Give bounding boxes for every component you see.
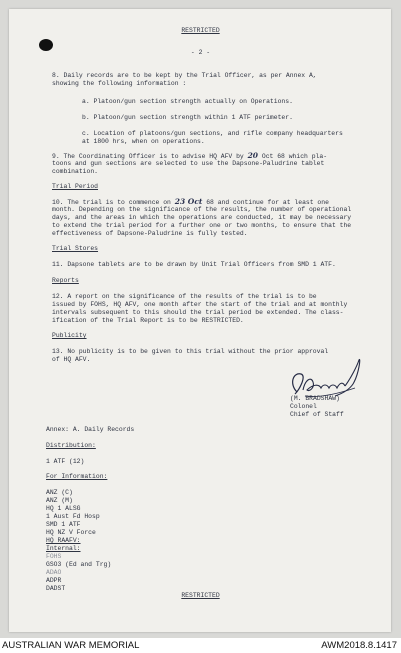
- internal-item: DADST: [46, 585, 66, 592]
- internal-item: ADAO: [46, 569, 62, 576]
- para8-item-a: a. Platoon/gun section strength actually on Operations.: [82, 98, 293, 105]
- internal-item: FOHS: [46, 553, 62, 560]
- reports-heading: Reports: [52, 277, 79, 284]
- para8-item-b: b. Platoon/gun section strength within 1 ATF perimeter.: [82, 114, 293, 121]
- archive-institution: AUSTRALIAN WAR MEMORIAL: [2, 640, 140, 651]
- footer-classification: RESTRICTED: [181, 592, 220, 599]
- para12-line-4: ification of the Trial Report is to be RESTRICTED.: [52, 317, 244, 324]
- trial-stores-heading: Trial Stores: [52, 245, 99, 252]
- para10-line-5: effectiveness of Dapsone-Paludrine is fully tested.: [52, 230, 248, 237]
- info-item: 1 Aust Fd Hosp: [46, 513, 100, 520]
- handwritten-date-day: 20: [247, 151, 259, 160]
- para9-line-2: toons and gun sections are selected to use the Dapsone-Paludrine tablet: [52, 160, 325, 167]
- para10-line-3: days, and the areas in which the operations are conducted, it may be necessary: [52, 214, 352, 221]
- internal-item: ADPR: [46, 577, 62, 584]
- signatory-name: (M. BRADSHAW): [290, 395, 340, 402]
- trial-period-heading: Trial Period: [52, 183, 99, 190]
- page-number: - 2 -: [190, 49, 211, 56]
- internal-heading: Internal:: [46, 545, 81, 552]
- para13-line-1: 13. No publicity is to be given to this trial without the prior approval: [52, 348, 329, 355]
- annex-line: Annex: A. Daily Records: [46, 426, 135, 433]
- info-item: ANZ (C): [46, 489, 73, 496]
- info-item: HQ NZ V Force: [46, 529, 96, 536]
- para13-line-2: of HQ AFV.: [52, 356, 91, 363]
- signatory-title: Chief of Staff: [290, 411, 344, 418]
- internal-item: GSO3 (Ed and Trg): [46, 561, 112, 568]
- info-item: SMD 1 ATF: [46, 521, 81, 528]
- archive-footer: [0, 638, 401, 653]
- para10-line-4: to extend the trial period for a further one or two months, to ensure that the: [52, 222, 352, 229]
- for-information-heading: For Information:: [46, 473, 108, 480]
- para10-line-1: 10. The trial is to commence on 23 Oct 68 and continue for at least one: [52, 197, 329, 206]
- info-item: ANZ (M): [46, 497, 73, 504]
- para8-line-2: showing the following information :: [52, 80, 187, 87]
- para8-item-c-line-1: c. Location of platoons/gun sections, and rifle company headquarters: [82, 130, 343, 137]
- distribution-heading: Distribution:: [46, 442, 96, 449]
- archive-reference: AWM2018.8.1417: [321, 640, 397, 651]
- para12-line-3: intervals subsequent to this should the trial period be extended. The class-: [52, 309, 344, 316]
- para9-line-3: combination.: [52, 168, 99, 175]
- publicity-heading: Publicity: [52, 332, 87, 339]
- para12-line-2: issued by FOHS, HQ AFV, one month after the start of the trial and at monthly: [52, 301, 348, 308]
- para12-line-1: 12. A report on the significance of the results of the trial is to be: [52, 293, 317, 300]
- header-classification: RESTRICTED: [181, 27, 220, 34]
- signatory-rank: Colonel: [290, 403, 317, 410]
- info-item: HQ 1 ALSG: [46, 505, 81, 512]
- para11-line-1: 11. Dapsone tablets are to be drawn by Unit Trial Officers from SMD 1 ATF.: [52, 261, 336, 268]
- para9-line-1: 9. The Coordinating Officer is to advise HQ AFV by 20 Oct 68 which pla-: [52, 151, 328, 160]
- distribution-line: 1 ATF (12): [46, 458, 85, 465]
- para10-line-2: month. Depending on the significance of the results, the number of operational: [52, 206, 352, 213]
- para8-item-c-line-2: at 1800 hrs, when on operations.: [82, 138, 205, 145]
- hq-raafv-line: HQ RAAFV:: [46, 537, 81, 544]
- handwritten-start-date: 23 Oct: [174, 197, 203, 206]
- para8-line-1: 8. Daily records are to be kept by the Trial Officer, as per Annex A,: [52, 72, 317, 79]
